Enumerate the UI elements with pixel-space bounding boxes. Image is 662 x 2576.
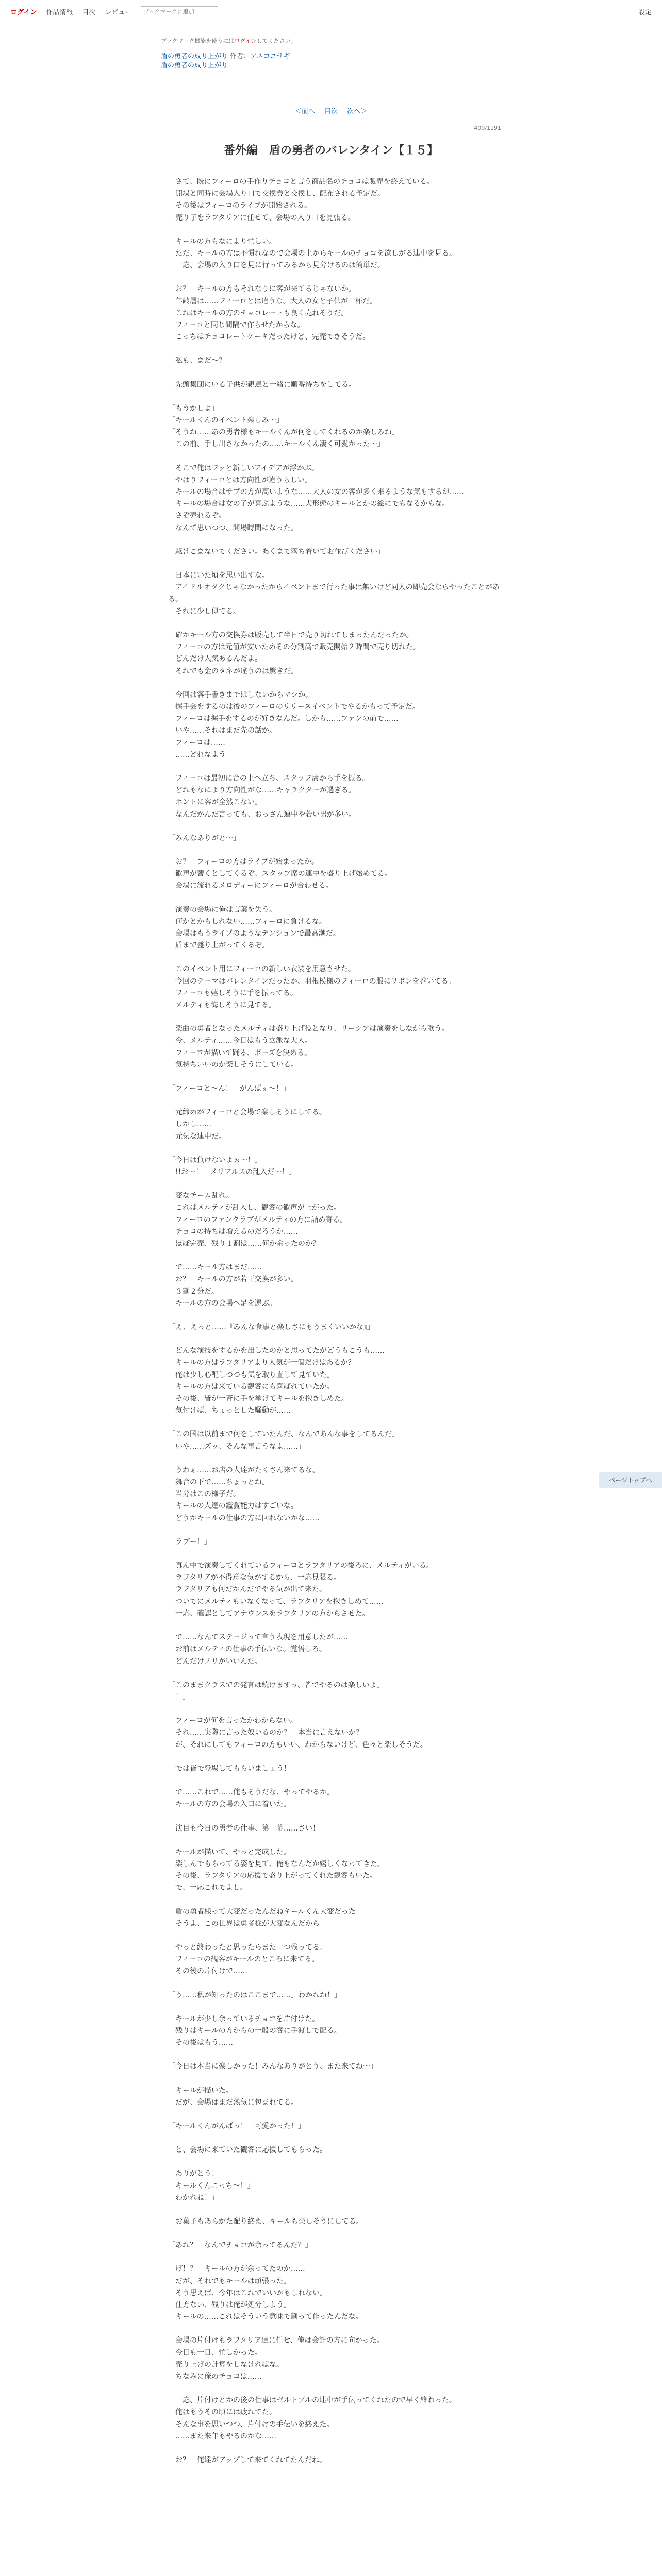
paragraph: 「今日は負けないよぉ～！」 「!!お～！ メリアルスの乱入だ～！」 — [168, 1156, 296, 1176]
toc-link[interactable]: 目次 — [324, 108, 338, 115]
paragraph: 「私も、まだ～？」 — [168, 357, 233, 365]
paragraph: 「ありがとう！」 「キールくんこっち～！」 「わかれね！」 — [168, 2170, 255, 2202]
paragraph: 真ん中で演奏してくれているフィーロとラフタリアの後ろに、メルティがいる。 ラフタリアが不得意な気がするから、一応見張る。 ラフタリアも何だかんだでやる気が出て来た。 ついでにメルティもいなくなって、ラフタリアを抱きしめて…… 一応、確認としてアナウンスをラフタリアの方からさせた。 — [175, 1562, 434, 1618]
paragraph: 「キールくんがんばっ！ 可愛かった！」 — [168, 2122, 305, 2130]
breadcrumb — [161, 52, 501, 71]
paragraph: 先頭集団にいる子供が親達と一緒に順番待ちをしてる。 — [168, 380, 356, 389]
paragraph: と、会場に来ていた観客に応援してもらった。 — [168, 2146, 327, 2155]
paragraph: 「このままクラスでの発言は続けますっ、皆でやるのは楽しいよ」 「！」 — [168, 1681, 384, 1701]
page-top-button[interactable]: ページトップへ — [599, 1472, 662, 1488]
bookmark-add-field[interactable] — [141, 6, 218, 16]
paragraph: 「盾の勇者様って大変だったんだねキールくん大変だった」 「そうよ、この世界は勇者様が大変なんだから」 — [168, 1907, 363, 1928]
paragraph: お菓子もあらかた配り終え、キールも楽しそうにしてる。 — [168, 2217, 363, 2226]
paragraph: 「では皆で登場してもらいましょう！」 — [168, 1764, 298, 1773]
paragraph: 「あれ？ なんでチョコが余ってるんだ？」 — [168, 2241, 312, 2250]
paragraph: 日本にいた頃を思い出すな。 アイドルオタクじゃなかったからイベントまで行った事は無いけど同人の即売会ならやったことがある。 それに少し似てる。 — [168, 571, 500, 616]
paragraph: 元締めがフィーロと会場で楽しそうにしてる。 しかし…… 元気な連中だ。 — [175, 1108, 326, 1141]
content-column — [161, 37, 501, 2466]
paragraph: 今回は客手書きまではしないからマシか。 握手会をするのは後のフィーロのリリースイベントでやるかもって予定だ。 フィーロは握手をするのが好きなんだ。しかも……ファンの前で…… いや……それはまだ先の話か。 フィーロは…… ……どれなよう — [175, 690, 420, 759]
nav-work-info[interactable]: 作品情報 — [46, 8, 73, 16]
login-link[interactable]: ログイン — [10, 8, 37, 16]
paragraph: 楽曲の勇者となったメルティは盛り上げ役となり、リーシアは演奏をしながら歌う。 今、メルティ……今日はもう立派な大人。 フィーロが描いて踊る、ポーズを決める。 気持ちいいのか楽しそうにしている。 — [175, 1025, 449, 1069]
paragraph: フィーロが何を言ったかわからない。 それ……実際に言った奴いるのか？ 本当に言えないか？ が、それにしてもフィーロの方もいい、わからないけど、色々と楽しそうだ。 — [175, 1717, 427, 1749]
prev-chapter-link[interactable]: ＜前へ — [294, 108, 315, 115]
paragraph: 一応、片付けとかの後の仕事はゼルトブルの連中が手伝ってくれたので早く終わった。 俺はもうその頃には疲れてた。 そんな事を思いつつ、片付けの手伝いを終えた。 ……また来年もやるのかな…… — [175, 2396, 456, 2441]
paragraph: さて、既にフィーロの手作りチョコと言う商品名のチョコは販売を終えている。 開場と同時に会場入り口で交換券と交換し、配布される予定だ。 その後はフィーロのライブが開始される。 売り子をラフタリアに任せて、会場の入り口を見張る。 — [175, 178, 434, 222]
author-label: 作者： — [230, 53, 251, 60]
settings-link[interactable]: 設定 — [638, 8, 652, 16]
chapter-body — [161, 176, 501, 2466]
paragraph: で……これで……俺もそうだな、やってやるか。 キールの方の会場の入口に着いた。 演目も今日の勇者の仕事、第一幕……さい！ — [175, 1788, 334, 1833]
series-link[interactable]: 盾の勇者の成り上がり — [161, 62, 228, 70]
work-title-link[interactable]: 盾の勇者の成り上がり — [161, 53, 228, 60]
paragraph: 演奏の会場に俺は言葉を失う。 何かとかもしれない……フィーロに負けるな。 会場はもうライブのようなテンションで最高潮だ。 盾まで盛り上がってくるぞ。 — [175, 905, 340, 950]
paragraph: このイベント用にフィーロの新しい衣装を用意させた。 今回のテーマはバレンタインだったか、羽根模様のフィーロの服にリボンを巻いてる。 フィーロも嬉しそうに手を振ってる。 メルティも悔しそうに見てる。 — [175, 965, 456, 1009]
paragraph: 「駆けこまないでください。あくまで落ち着いてお並びください」 — [168, 547, 385, 556]
paragraph: 「え、えっと……『みんな食事と楽しさにもうまくいいかな』」 — [168, 1323, 374, 1332]
bookmark-notice: ブックマーク機能を使うにはログインしてください。 — [161, 38, 296, 44]
top-navigation-bar — [0, 0, 662, 23]
author-link[interactable]: アネコユサギ — [250, 53, 290, 60]
chapter-title: 番外編 盾の勇者のバレンタイン【１５】 — [223, 144, 439, 157]
paragraph: お？ 俺達がアップして来てくれてたんだね。 — [168, 2456, 327, 2465]
paragraph: お？ フィーロの方はライブが始まったか。 歓声が響くとしてくるぞ、スタッフ席の連中を盛り上げ始めてる。 会場に流れるメロディーにフィーロが合わせる。 — [175, 857, 392, 890]
paragraph: 「もうかしよ」 「キールくんのイベント楽しみ～」 「そうね……あの勇者様もキールくんが何をしてくれるのか楽しみね」 「この前、手し出さなかったの……キールくん凄く可愛かった～」 — [168, 404, 399, 449]
paragraph: お？ キールの方もそれなりに客が来てるじゃないか。 年齢層は……フィーロとは違うな。大人の女と子供が一杯だ。 これはキールの方のチョコレートも良く売れそうだ。 フィーロと同じ間隔で作らせたからな。 こっちはチョコレートケーキだったけど、完売できそうだ。 — [175, 285, 377, 342]
paragraph: 「みんなありがと～」 — [168, 834, 240, 842]
paragraph: キールが描いた。 だが、会場はまだ熱気に包まれてる。 — [175, 2086, 298, 2107]
paragraph: キールが少し余っているチョコを片付けた。 残りはキールの方からの一般の客に手渡しで配る。 その後はもう…… — [175, 2014, 341, 2047]
paragraph: 「ラブー！」 — [168, 1537, 211, 1546]
paragraph: で……なんてステージって言う表現を用意したが…… お前はメルティの仕事の手伝いな。覚悟しろ。 どんだけノリがいいんだ。 — [175, 1633, 349, 1666]
paragraph: キールの方もなにより忙しい。 ただ、キールの方は不慣れなので会場の上からキールのチョコを欲しがる連中を見る。 一応、会場の入り口を見に行ってみるから見分けるのは簡単だ。 — [175, 237, 457, 270]
paragraph: フィーロは最初に台の上へ立ち、スタッフ席から手を振る。 どれもなにより方向性がな……キャラクターが過ぎる。 ホントに客が全然こない。 なんだかんだ言っても、おっさん連中や若い男が多い。 — [175, 774, 370, 819]
paragraph: そこで俺はフッと新しいアイデアが浮かぶ。 やはりフィーロとは方向性が違うらしい。 キールの場合はサブの方が高いような……大人の女の客が多く来るような気もするが…… キールの場合は女の子が喜ぶような……犬形態のキールとかの絵にでもなるかもな。 さぞ売れるぞ。 なんて思いつつ、開場時間になった。 — [175, 464, 464, 532]
paragraph: 確かキール方の交換券は販売して半日で売り切れてしまったんだったか。 フィーロの方は元値が安いためその分割高で販売開始２時間で売り切れた。 どんだけ人気あるんだよ。 それでも金のタネが違うのは驚きだ。 — [175, 631, 420, 675]
notice-login-link[interactable]: ログイン — [234, 38, 257, 44]
paragraph: 「フィーロと～ん！ がんばぇ～！」 — [168, 1084, 290, 1093]
next-chapter-link[interactable]: 次へ＞ — [347, 108, 368, 115]
paragraph: やっと終わったと思ったらまた一つ残ってる。 フィーロの観客がキールのところに来てる。 その後の片付けで…… — [175, 1943, 327, 1976]
paragraph: 「う……私が知ったのはここまで……」わかれね！」 — [168, 1991, 341, 1999]
paragraph: キールが描いて、やっと完成した。 楽しんでもらってる姿を見て、俺もなんだか嬉しくなってきた。 その後、ラフタリアの応援で盛り上がってくれた観客もいた。 で、一応これでよし。 — [175, 1848, 385, 1892]
paragraph: 「今日は本当に楽しかった！みんなありがとう、また来てね～」 — [168, 2062, 377, 2071]
chapter-pager — [161, 106, 501, 115]
paragraph: うわぁ……お店の人達がたくさん来てるな。 舞台の下で……ちょっとね。 当分はこの様子だ。 キールの人達の鑑賞能力はすごいな。 どうかキールの仕事の方に回れないかな…… — [175, 1466, 320, 1522]
paragraph: 変なチーム乱れ。 これはメルティが乱入し、観客の歓声が上がった。 フィーロのファンクラブがメルティの方に詰め寄る。 チョコの持ちは増えるのだろうか…… ほぼ完売、残り１割は……何か余ったのか？ — [175, 1192, 347, 1248]
paragraph: で……キール方はまだ…… お？ キールの方が若干交換が多い。 ３割２分だ。 キールの方の会場へ足を運ぶ。 — [175, 1263, 298, 1308]
nav-toc[interactable]: 目次 — [82, 8, 96, 16]
nav-review[interactable]: レビュー — [105, 8, 132, 16]
paragraph: 「この国は以前まで何をしていたんだ、なんであんな事をしてるんだ」 「いや……ズッ、そんな事言うなよ……」 — [168, 1430, 399, 1451]
paragraph: どんな演技をするかを出したのかと思ってたがどうもこうも…… キールの方はラフタリアより人気が一個だけはあるか？ 俺は少し心配しつつも気を取り直して見ていた。 キールの方は来ている観客にも喜ばれていたか。 その後、皆が一斉に手を挙げてキールを抱きしめた。 気付けば、ちょっとした騒動が…… — [175, 1347, 385, 1415]
page-count: 400/1191 — [474, 125, 501, 131]
paragraph: げ！？ キールの方が余ってたのか…… だが、それでもキールは頑張った。 そう思えば、今年はこれでいいかもしれない。 仕方ない、残りは俺が処分しよう。 キールの……これはそういう意味で割って作ったんだな。 — [175, 2265, 363, 2321]
paragraph: 会場の片付けもラフタリア達に任せ、俺は会計の方に向かった。 今日も一日、忙しかった。 売り上げの計算をしなければな。 ちなみに俺のチョコは…… — [175, 2336, 384, 2381]
